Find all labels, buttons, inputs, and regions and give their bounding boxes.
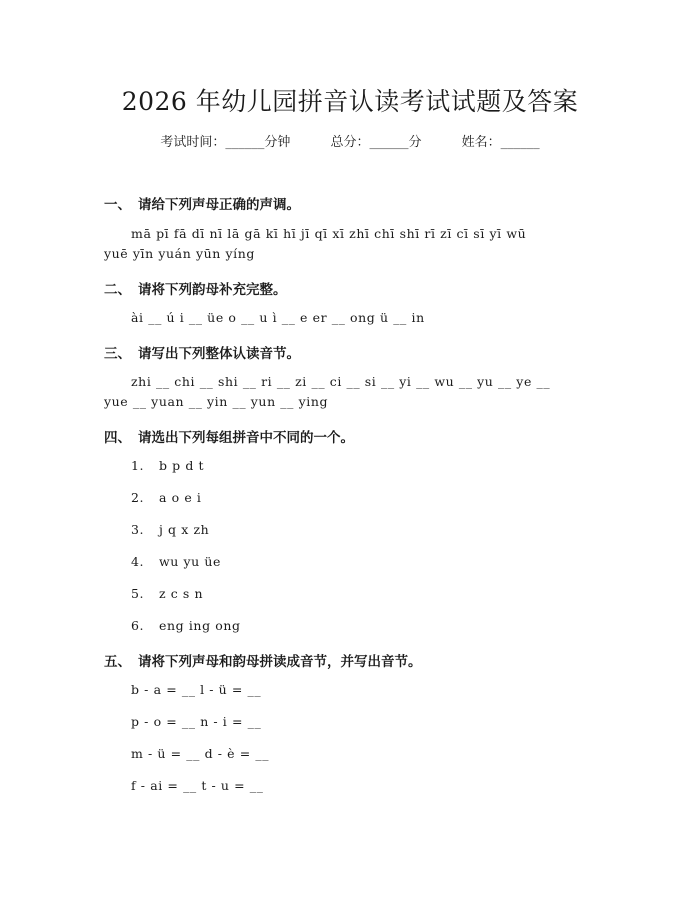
section-title: 请将下列韵母补充完整。 [138,282,287,298]
section-2-heading [104,278,287,298]
spelling-line: p - o = __ n - i = __ [131,714,262,729]
spelling-line: f - ai = __ t - u = __ [131,778,264,793]
choice-item [131,490,202,505]
exam-meta [0,131,700,150]
section-title: 请写出下列整体认读音节。 [138,346,300,362]
choice-number: 6. [131,618,145,633]
choice-text: z c s n [159,586,204,601]
choice-text: j q x zh [159,522,210,537]
choice-number: 1. [131,458,145,473]
section-title: 请选出下列每组拼音中不同的一个。 [138,430,354,446]
section-1-line: mā pī fā dī nī lā gā kī hī jī qī xī zhī chī shī rī zī cī sī yī wū [131,226,527,241]
section-3-line: zhi __ chi __ shi __ ri __ zi __ ci __ si __ yi __ wu __ yu __ ye __ [131,374,551,389]
choice-text: eng ing ong [159,618,241,633]
section-title: 请给下列声母正确的声调。 [138,197,300,213]
spelling-line: b - a = __ l - ü = __ [131,682,262,697]
spelling-line: m - ü = __ d - è = __ [131,746,270,761]
section-number: 四、 [104,430,131,446]
section-number: 三、 [104,346,131,362]
choice-item [131,522,209,537]
choice-number: 4. [131,554,145,569]
choice-number: 2. [131,490,145,505]
section-3-line: yue __ yuan __ yin __ yun __ ying [104,394,329,409]
section-3-heading [104,342,300,362]
choice-item [131,458,204,473]
choice-text: a o e i [159,490,202,505]
section-4-heading [104,426,354,446]
choice-item [131,586,203,601]
choice-text: b p d t [159,458,205,473]
choice-number: 5. [131,586,145,601]
section-number: 二、 [104,282,131,298]
section-title: 请将下列声母和韵母拼读成音节，并写出音节。 [138,654,422,670]
section-number: 一、 [104,197,131,213]
section-2-line: ài __ ú i __ üe o __ u ì __ e er __ ong ü __ in [131,310,425,325]
page-title: 2026 年幼儿园拼音认读考试试题及答案 [121,87,579,116]
exam-time-field: 考试时间：______分钟 [160,135,291,150]
choice-text: wu yu üe [159,554,222,569]
section-1-heading [104,193,300,213]
section-number: 五、 [104,654,131,670]
student-name-field: 姓名：______ [461,135,540,150]
choice-number: 3. [131,522,145,537]
section-1-line: yuē yīn yuán yūn yíng [104,246,256,261]
exam-score-field: 总分：______分 [330,135,422,150]
choice-item [131,618,241,633]
section-5-heading [104,650,422,670]
choice-item [131,554,221,569]
